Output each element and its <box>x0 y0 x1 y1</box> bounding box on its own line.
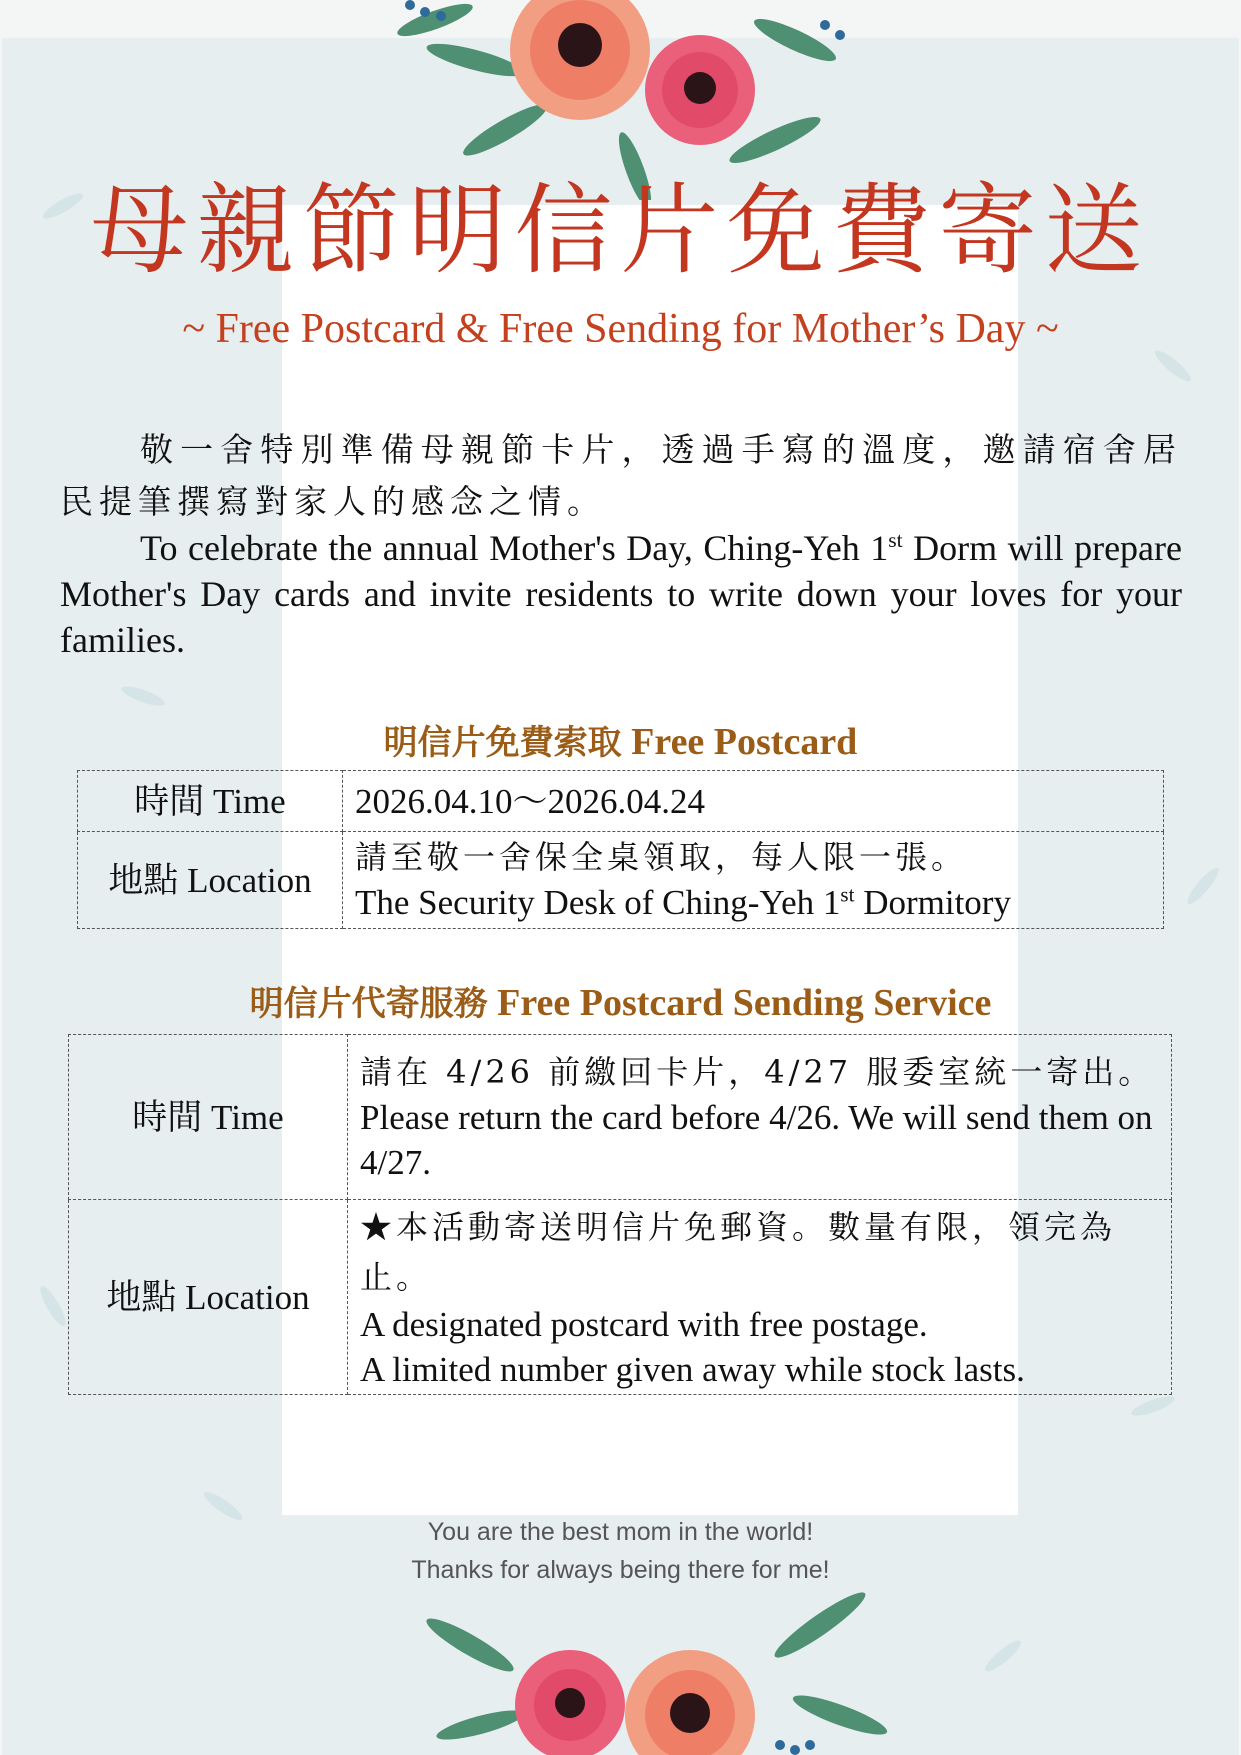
page-subtitle: ~ Free Postcard & Free Sending for Mother’s Day ~ <box>182 306 1059 352</box>
location-en-line-2: A limited number given away while stock lasts. <box>360 1350 1025 1389</box>
section-heading-free-postcard <box>0 718 1241 767</box>
table-row <box>69 1200 1172 1395</box>
location-value <box>348 1200 1172 1395</box>
section-heading-zh: 明信片代寄服務 <box>249 984 488 1024</box>
location-zh: ★本活動寄送明信片免郵資。數量有限，領完為止。 <box>360 1208 1117 1296</box>
section-heading-en: Free Postcard <box>631 721 858 763</box>
location-zh: 請至敬一舍保全桌領取，每人限一張。 <box>355 838 968 876</box>
time-label: 時間 Time <box>69 1035 348 1200</box>
page-title: 母親節明信片免費寄送 <box>90 174 1151 288</box>
intro-paragraph-en: To celebrate the annual Mother's Day, Ching-Yeh 1st Dorm will prepare Mother's Day cards and invite residents to write down your loves for your families. <box>60 528 1182 660</box>
time-label: 時間 Time <box>78 771 343 832</box>
location-label: 地點 Location <box>78 832 343 929</box>
section-heading-zh: 明信片免費索取 <box>383 723 622 763</box>
time-en: Please return the card before 4/26. We will send them on 4/27. <box>360 1097 1153 1182</box>
footer-line-2: Thanks for always being there for me! <box>411 1556 830 1584</box>
table-row <box>78 832 1164 929</box>
location-label: 地點 Location <box>69 1200 348 1395</box>
location-value <box>343 832 1164 929</box>
section-heading-en: Free Postcard Sending Service <box>497 982 992 1024</box>
sending-service-table <box>68 1034 1172 1395</box>
table-row <box>78 771 1164 832</box>
time-zh: 請在 4/26 前繳回卡片，4/27 服委室統一寄出。 <box>360 1052 1155 1091</box>
location-en-line-1: A designated postcard with free postage. <box>360 1305 928 1344</box>
location-en: The Security Desk of Ching-Yeh 1st Dormitory <box>355 882 1011 922</box>
section-heading-sending-service <box>0 979 1241 1028</box>
free-postcard-table <box>77 770 1164 929</box>
footer-line-1: You are the best mom in the world! <box>427 1518 814 1546</box>
table-row <box>69 1035 1172 1200</box>
intro-paragraph-zh: 敬一舍特別準備母親節卡片，透過手寫的溫度，邀請宿舍居民提筆撰寫對家人的感念之情。 <box>60 430 1182 521</box>
time-value: 2026.04.10～2026.04.24 <box>343 771 1164 832</box>
time-value <box>348 1035 1172 1200</box>
